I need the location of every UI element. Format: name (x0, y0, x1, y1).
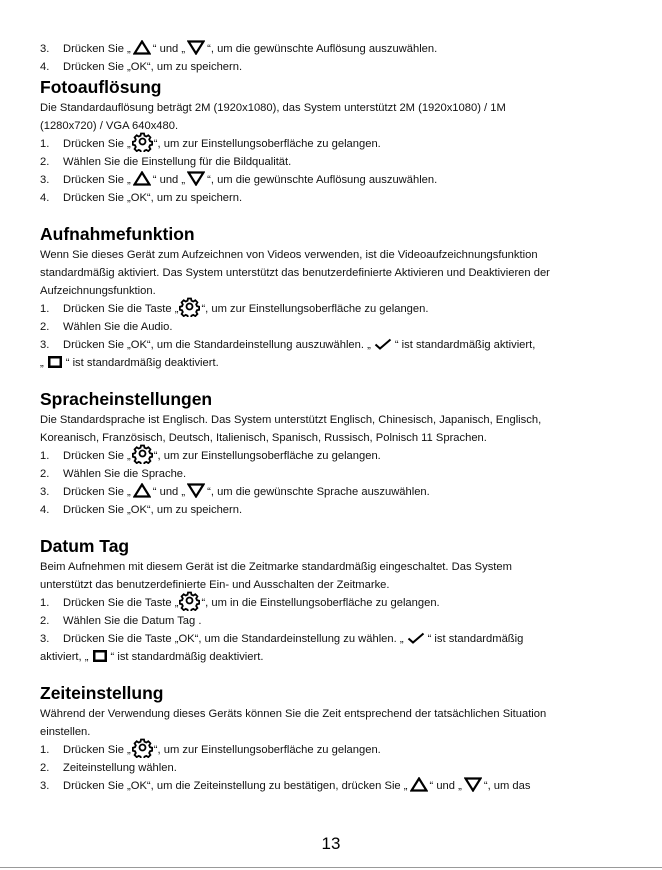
checkmark-icon (407, 632, 425, 644)
section-gap (40, 666, 630, 682)
paragraph-line: Die Standardsprache ist Englisch. Das System unterstützt Englisch, Chinesisch, Japanisch, Englisch, (40, 414, 542, 426)
list-item: 2. Wählen Sie die Einstellung für die Bildqualität. (40, 156, 292, 168)
paragraph-line: Koreanisch, Französisch, Deutsch, Italienisch, Spanisch, Russisch, Polnisch 11 Sprachen. (40, 432, 487, 444)
filled-square-icon (47, 355, 63, 369)
section-heading-fotoaufloesung: Fotoauflösung (40, 77, 162, 97)
section-heading-aufnahmefunktion: Aufnahmefunktion (40, 224, 195, 244)
list-item: 4. Drücken Sie „OK“, um zu speichern. (40, 61, 243, 73)
list-item: 4. Drücken Sie „OK“, um zu speichern. (40, 504, 243, 516)
list-item: 1. Drücken Sie „ “, um zur Einstellungsoberfläche zu gelangen. (40, 741, 630, 759)
checkmark-icon (374, 338, 392, 350)
triangle-up-icon (133, 171, 151, 186)
section-heading-zeiteinstellung: Zeiteinstellung (40, 683, 164, 703)
gear-icon (132, 131, 153, 152)
section-heading-datum-tag: Datum Tag (40, 536, 130, 556)
list-item: 3. Drücken Sie „OK“, um die Standardeinstellung auszuwählen. „ “ ist standardmäßig aktiviert, (40, 339, 536, 351)
triangle-down-icon (464, 777, 482, 792)
section-gap (40, 207, 630, 223)
gear-icon (179, 296, 200, 317)
triangle-up-icon (410, 777, 428, 792)
paragraph-line: Beim Aufnehmen mit diesem Gerät ist die Zeitmarke standardmäßig eingeschaltet. Das System (40, 561, 512, 573)
paragraph-line: (1280x720) / VGA 640x480. (40, 120, 179, 132)
gear-icon (132, 737, 153, 758)
triangle-down-icon (187, 483, 205, 498)
list-item: 1. Drücken Sie die Taste „ “, um in die Einstellungsoberfläche zu gelangen. (40, 594, 630, 612)
list-item: 2. Wählen Sie die Datum Tag . (40, 615, 202, 627)
list-item: 1. Drücken Sie „ “, um zur Einstellungsoberfläche zu gelangen. (40, 447, 630, 465)
list-item: 2. Wählen Sie die Audio. (40, 321, 173, 333)
paragraph-line: standardmäßig aktiviert. Das System unterstützt das benutzerdefinierte Aktivieren und Deaktivieren der (40, 267, 550, 279)
list-item: 1. Drücken Sie die Taste „ “, um zur Einstellungsoberfläche zu gelangen. (40, 300, 630, 318)
section-gap (40, 519, 630, 535)
list-item: 2. Zeiteinstellung wählen. (40, 762, 177, 774)
section-gap (40, 372, 630, 388)
triangle-up-icon (133, 483, 151, 498)
list-item: 3. Drücken Sie „ “ und „ “, um die gewünschte Auflösung auszuwählen. (40, 171, 630, 189)
list-item: 1. Drücken Sie „ “, um zur Einstellungsoberfläche zu gelangen. (40, 135, 630, 153)
filled-square-icon (92, 649, 108, 663)
paragraph-line: Die Standardauflösung beträgt 2M (1920x1080), das System unterstützt 2M (1920x1080) / 1M (40, 102, 506, 114)
page-bottom-divider (0, 867, 662, 868)
list-item: 3. Drücken Sie „ “ und „ “, um die gewünschte Auflösung auszuwählen. (40, 40, 630, 58)
manual-page (40, 40, 630, 795)
paragraph-line: einstellen. (40, 726, 91, 738)
list-item: 2. Wählen Sie die Sprache. (40, 468, 187, 480)
paragraph-line: unterstützt das benutzerdefinierte Ein- und Ausschalten der Zeitmarke. (40, 579, 390, 591)
list-item: 3. Drücken Sie „OK“, um die Zeiteinstellung zu bestätigen, drücken Sie „ “ und „ “, um das (40, 777, 630, 795)
paragraph-line: Während der Verwendung dieses Geräts können Sie die Zeit entsprechend der tatsächlichen Situation (40, 708, 547, 720)
page-number: 13 (321, 834, 341, 853)
list-item: 3. Drücken Sie „ “ und „ “, um die gewünschte Sprache auszuwählen. (40, 483, 630, 501)
section-heading-spracheinstellungen: Spracheinstellungen (40, 389, 213, 409)
triangle-down-icon (187, 171, 205, 186)
list-item-continuation: „ “ ist standardmäßig deaktiviert. (40, 354, 630, 372)
list-item: 3. Drücken Sie die Taste „OK“, um die Standardeinstellung zu wählen. „ “ ist standardmäßig (40, 633, 524, 645)
triangle-up-icon (133, 40, 151, 55)
list-item-continuation: aktiviert, „ “ ist standardmäßig deaktiviert. (40, 648, 630, 666)
list-item: 4. Drücken Sie „OK“, um zu speichern. (40, 192, 243, 204)
gear-icon (132, 443, 153, 464)
triangle-down-icon (187, 40, 205, 55)
gear-icon (179, 590, 200, 611)
paragraph-line: Aufzeichnungsfunktion. (40, 285, 156, 297)
paragraph-line: Wenn Sie dieses Gerät zum Aufzeichnen von Videos verwenden, ist die Videoaufzeichnungsfunktion (40, 249, 538, 261)
